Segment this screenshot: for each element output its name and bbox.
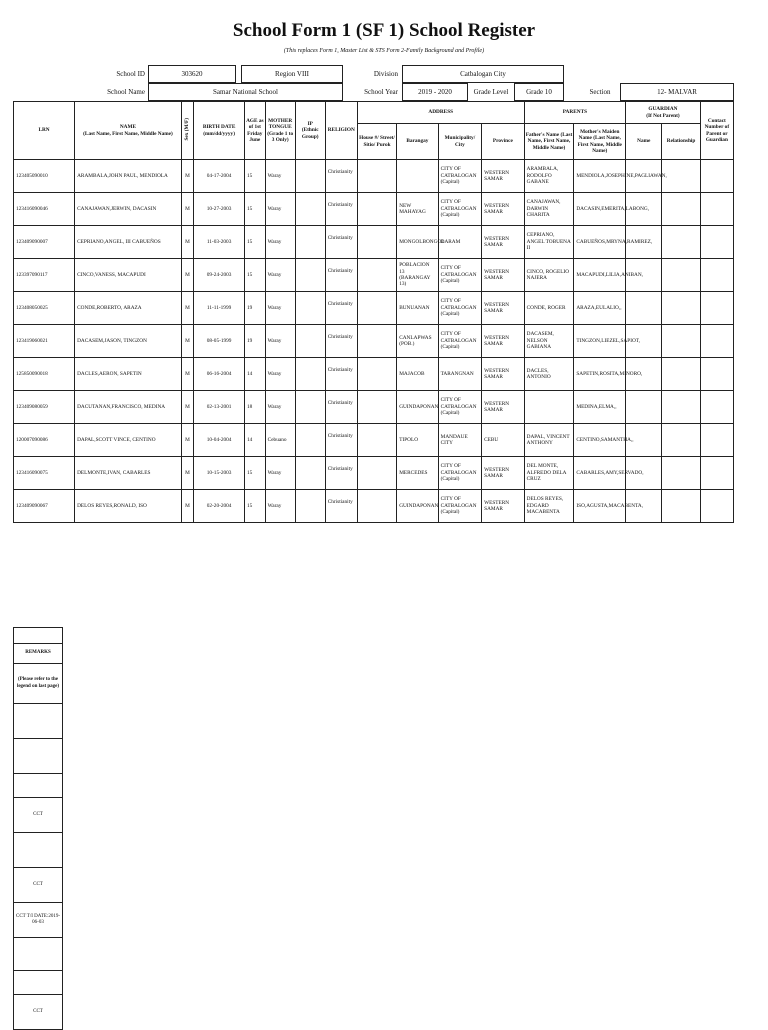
municipality-cell: CITY OF CATBALOGAN (Capital) bbox=[438, 292, 482, 325]
mother-cell: CENTINO,SAMANTHA,, bbox=[574, 424, 626, 457]
father-cell: CANAJAWAN, DARWIN CHARITA bbox=[524, 193, 574, 226]
father-cell: DELOS REYES, EDGARD MACABENTA bbox=[524, 490, 574, 523]
ip-cell bbox=[295, 391, 325, 424]
religion-cell bbox=[325, 490, 357, 523]
mother-tongue-cell: Waray bbox=[265, 160, 295, 193]
age-cell: 15 bbox=[244, 160, 265, 193]
table-row bbox=[14, 160, 734, 193]
religion-text: Christianity bbox=[327, 234, 353, 241]
religion-cell bbox=[325, 193, 357, 226]
lrn-cell: 123409080059 bbox=[14, 391, 75, 424]
municipality-cell: CITY OF CATBALOGAN (Capital) bbox=[438, 160, 482, 193]
age-cell: 15 bbox=[244, 193, 265, 226]
school-year-label: School Year bbox=[364, 87, 398, 96]
lrn-cell: 123409090067 bbox=[14, 490, 75, 523]
barangay-cell: GUINDAPONAN bbox=[397, 391, 438, 424]
municipality-cell: TARANGNAN bbox=[438, 358, 482, 391]
remarks-cell: CCT T/I DATE:2019-06-03 bbox=[14, 903, 63, 938]
remarks-cell bbox=[14, 739, 63, 774]
relationship-cell bbox=[662, 226, 700, 259]
relationship-cell bbox=[662, 259, 700, 292]
ip-cell bbox=[295, 358, 325, 391]
mother-tongue-cell: Waray bbox=[265, 193, 295, 226]
mother-tongue-cell: Waray bbox=[265, 292, 295, 325]
province-cell: WESTERN SAMAR bbox=[482, 193, 525, 226]
mother-cell: MENDIOLA,JOSEPHINE,PAGLIAWAN, bbox=[574, 160, 626, 193]
religion-text: Christianity bbox=[327, 168, 353, 175]
mother-cell: ARAZA,EULALIO,, bbox=[574, 292, 626, 325]
header-age: AGE as of 1st Friday June bbox=[244, 102, 265, 160]
ip-cell bbox=[295, 457, 325, 490]
sex-cell: M bbox=[181, 358, 193, 391]
section-label: Section bbox=[589, 87, 611, 96]
age-cell: 15 bbox=[244, 226, 265, 259]
house-cell bbox=[357, 457, 396, 490]
lrn-cell: 123405090010 bbox=[14, 160, 75, 193]
birth-date-cell: 10-04-2004 bbox=[194, 424, 245, 457]
contact-cell bbox=[700, 226, 733, 259]
ip-cell bbox=[295, 193, 325, 226]
religion-cell bbox=[325, 226, 357, 259]
remarks-cell: CCT bbox=[14, 868, 63, 903]
house-cell bbox=[357, 424, 396, 457]
school-year-value: 2019 - 2020 bbox=[402, 83, 468, 101]
province-cell: WESTERN SAMAR bbox=[482, 457, 525, 490]
religion-text: Christianity bbox=[327, 267, 353, 274]
header-name-title: NAME bbox=[119, 124, 137, 131]
header-province: Province bbox=[482, 124, 525, 160]
name-cell: ARAMBALA,JOHN PAUL, MENDIOLA bbox=[75, 160, 182, 193]
religion-text: Christianity bbox=[327, 366, 353, 373]
header-house: House #/ Street/ Sitio/ Purok bbox=[357, 124, 396, 160]
mother-tongue-cell: Waray bbox=[265, 259, 295, 292]
contact-cell bbox=[700, 490, 733, 523]
grade-level-label: Grade Level bbox=[473, 87, 509, 96]
barangay-cell: BUNUANAN bbox=[397, 292, 438, 325]
municipality-cell: CITY OF CATBALOGAN (Capital) bbox=[438, 259, 482, 292]
province-cell: CEBU bbox=[482, 424, 525, 457]
remarks-cell bbox=[14, 774, 63, 798]
contact-cell bbox=[700, 160, 733, 193]
house-cell bbox=[357, 226, 396, 259]
house-cell bbox=[357, 391, 396, 424]
birth-date-cell: 02-20-2004 bbox=[194, 490, 245, 523]
remarks-table bbox=[13, 627, 63, 1030]
remarks-cell: CCT bbox=[14, 995, 63, 1030]
religion-cell bbox=[325, 259, 357, 292]
header-relationship: Relationship bbox=[662, 124, 700, 160]
contact-cell bbox=[700, 457, 733, 490]
contact-cell bbox=[700, 391, 733, 424]
father-cell: CONDE, ROGER bbox=[524, 292, 574, 325]
table-row bbox=[14, 457, 734, 490]
religion-cell bbox=[325, 391, 357, 424]
religion-text: Christianity bbox=[327, 201, 353, 208]
guardian-name-cell bbox=[626, 292, 662, 325]
form-subtitle: (This replaces Form 1, Master List & STS Form 2-Family Background and Profile) bbox=[283, 48, 485, 54]
header-father: Father's Name (Last Name, First Name, Middle Name) bbox=[524, 124, 574, 160]
lrn-cell: 120007090086 bbox=[14, 424, 75, 457]
remarks-cell bbox=[14, 971, 63, 995]
father-cell: DEL MONTE, ALFREDO DELA CRUZ bbox=[524, 457, 574, 490]
religion-text: Christianity bbox=[327, 465, 353, 472]
header-barangay: Barangay bbox=[397, 124, 438, 160]
father-cell: ARAMBALA, RODOLFO GABANE bbox=[524, 160, 574, 193]
mother-cell: SAPETIN,ROSITA,MINORO, bbox=[574, 358, 626, 391]
school-id-label: School ID bbox=[116, 69, 145, 78]
lrn-cell: 123408050025 bbox=[14, 292, 75, 325]
ip-cell bbox=[295, 226, 325, 259]
relationship-cell bbox=[662, 457, 700, 490]
ip-cell bbox=[295, 259, 325, 292]
name-cell: DAPAL,SCOTT VINCE, CENTINO bbox=[75, 424, 182, 457]
header-sex bbox=[181, 102, 193, 160]
relationship-cell bbox=[662, 424, 700, 457]
header-guardian-title: GUARDIAN bbox=[648, 106, 678, 113]
header-birth-title: BIRTH DATE bbox=[202, 124, 236, 131]
age-cell: 19 bbox=[244, 325, 265, 358]
religion-cell bbox=[325, 358, 357, 391]
lrn-cell: 123409090007 bbox=[14, 226, 75, 259]
father-cell bbox=[524, 391, 574, 424]
form-title: School Form 1 (SF 1) School Register bbox=[232, 20, 536, 41]
table-row bbox=[14, 391, 734, 424]
religion-cell bbox=[325, 457, 357, 490]
birth-date-cell: 10-15-2003 bbox=[194, 457, 245, 490]
mother-tongue-cell: Waray bbox=[265, 490, 295, 523]
header-religion: RELIGION bbox=[325, 102, 357, 160]
mother-cell: MACAPUDI,LILIA,ANIBAN, bbox=[574, 259, 626, 292]
ip-cell bbox=[295, 325, 325, 358]
relationship-cell bbox=[662, 193, 700, 226]
barangay-cell: GUINDAPONAN bbox=[397, 490, 438, 523]
birth-date-cell: 11-03-2003 bbox=[194, 226, 245, 259]
table-row bbox=[14, 325, 734, 358]
header-guardian-name: Name bbox=[626, 124, 662, 160]
school-register-table bbox=[13, 101, 734, 523]
barangay-cell: TIPOLO bbox=[397, 424, 438, 457]
relationship-cell bbox=[662, 391, 700, 424]
sex-cell: M bbox=[181, 391, 193, 424]
municipality-cell: DARAM bbox=[438, 226, 482, 259]
header-mother-tongue bbox=[265, 102, 295, 160]
school-id-value: 303620 bbox=[148, 65, 236, 83]
birth-date-cell: 09-24-2003 bbox=[194, 259, 245, 292]
religion-cell bbox=[325, 424, 357, 457]
age-cell: 14 bbox=[244, 358, 265, 391]
division-label: Division bbox=[373, 69, 398, 78]
table-row bbox=[14, 193, 734, 226]
sex-cell: M bbox=[181, 490, 193, 523]
contact-cell bbox=[700, 292, 733, 325]
remarks-cell bbox=[14, 938, 63, 971]
relationship-cell bbox=[662, 325, 700, 358]
sex-cell: M bbox=[181, 424, 193, 457]
relationship-cell bbox=[662, 292, 700, 325]
lrn-cell: 123416090075 bbox=[14, 457, 75, 490]
school-name-label: School Name bbox=[107, 87, 145, 96]
header-birth-date bbox=[194, 102, 245, 160]
province-cell: WESTERN SAMAR bbox=[482, 391, 525, 424]
religion-cell bbox=[325, 325, 357, 358]
mother-cell: DACASIN,EMERITA,LABONG, bbox=[574, 193, 626, 226]
birth-date-cell: 06-16-2004 bbox=[194, 358, 245, 391]
religion-cell bbox=[325, 160, 357, 193]
municipality-cell: CITY OF CATBALOGAN (Capital) bbox=[438, 490, 482, 523]
house-cell bbox=[357, 292, 396, 325]
house-cell bbox=[357, 358, 396, 391]
father-cell: DACLES, ANTONIO bbox=[524, 358, 574, 391]
mother-tongue-cell: Waray bbox=[265, 457, 295, 490]
remarks-note: (Please refer to the legend on last page) bbox=[14, 664, 63, 704]
guardian-name-cell bbox=[626, 391, 662, 424]
remarks-header: REMARKS bbox=[14, 644, 63, 664]
house-cell bbox=[357, 193, 396, 226]
lrn-cell: 123419060021 bbox=[14, 325, 75, 358]
header-lrn: LRN bbox=[14, 102, 75, 160]
name-cell: DACUTANAN,FRANCISCO, MEDINA bbox=[75, 391, 182, 424]
barangay-cell: MAJACOB bbox=[397, 358, 438, 391]
sex-cell: M bbox=[181, 226, 193, 259]
mother-cell: CABARLES,AMY,SERVADO, bbox=[574, 457, 626, 490]
header-address: ADDRESS bbox=[357, 102, 524, 124]
register-rows bbox=[14, 160, 734, 523]
barangay-cell: NEW MAHAYAG bbox=[397, 193, 438, 226]
mother-tongue-cell: Waray bbox=[265, 358, 295, 391]
header-name-sub: (Last Name, First Name, Middle Name) bbox=[83, 130, 173, 137]
header-sex-text: Sex (M/F) bbox=[184, 118, 191, 141]
house-cell bbox=[357, 160, 396, 193]
province-cell: WESTERN SAMAR bbox=[482, 325, 525, 358]
ip-cell bbox=[295, 424, 325, 457]
remarks-rows bbox=[14, 628, 63, 1030]
municipality-cell: CITY OF CATBALOGAN (Capital) bbox=[438, 391, 482, 424]
father-cell: CEPRIANO, ANGEL TOBUENA II bbox=[524, 226, 574, 259]
mother-tongue-cell: Waray bbox=[265, 325, 295, 358]
section-value: 12- MALVAR bbox=[620, 83, 734, 101]
header-birth-sub: (mm/dd/yyyy) bbox=[203, 130, 235, 137]
remarks-cell bbox=[14, 704, 63, 739]
header-guardian bbox=[626, 102, 701, 124]
ip-cell bbox=[295, 160, 325, 193]
age-cell: 15 bbox=[244, 259, 265, 292]
lrn-cell: 125850090018 bbox=[14, 358, 75, 391]
table-row bbox=[14, 259, 734, 292]
father-cell: DAPAL, VINCENT ANTHONY bbox=[524, 424, 574, 457]
barangay-cell bbox=[397, 160, 438, 193]
house-cell bbox=[357, 325, 396, 358]
age-cell: 15 bbox=[244, 457, 265, 490]
header-ip bbox=[295, 102, 325, 160]
contact-cell bbox=[700, 325, 733, 358]
name-cell: DACLES,AERON, SAPETIN bbox=[75, 358, 182, 391]
table-row bbox=[14, 490, 734, 523]
ip-cell bbox=[295, 292, 325, 325]
mother-cell: CABUEÑOS,MRYNA,RAMIREZ, bbox=[574, 226, 626, 259]
contact-cell bbox=[700, 259, 733, 292]
birth-date-cell: 04-17-2004 bbox=[194, 160, 245, 193]
relationship-cell bbox=[662, 490, 700, 523]
province-cell: WESTERN SAMAR bbox=[482, 292, 525, 325]
mother-tongue-cell: Waray bbox=[265, 226, 295, 259]
birth-date-cell: 11-11-1999 bbox=[194, 292, 245, 325]
name-cell: CANAJAWAN,JERWIN, DACASIN bbox=[75, 193, 182, 226]
age-cell: 14 bbox=[244, 424, 265, 457]
name-cell: CINCO,VANESS, MACAPUDI bbox=[75, 259, 182, 292]
relationship-cell bbox=[662, 160, 700, 193]
sex-cell: M bbox=[181, 259, 193, 292]
table-row bbox=[14, 358, 734, 391]
contact-cell bbox=[700, 424, 733, 457]
grade-level-value: Grade 10 bbox=[514, 83, 564, 101]
municipality-cell: CITY OF CATBALOGAN (Capital) bbox=[438, 325, 482, 358]
religion-text: Christianity bbox=[327, 300, 353, 307]
sex-cell: M bbox=[181, 325, 193, 358]
contact-cell bbox=[700, 358, 733, 391]
remarks-top-cell bbox=[14, 628, 63, 644]
religion-cell bbox=[325, 292, 357, 325]
header-contact: Contact Number of Parent or Guardian bbox=[700, 102, 733, 160]
religion-text: Christianity bbox=[327, 498, 353, 505]
name-cell: DELMONTE,IVAN, CABARLES bbox=[75, 457, 182, 490]
age-cell: 15 bbox=[244, 490, 265, 523]
barangay-cell: MERCEDES bbox=[397, 457, 438, 490]
contact-cell bbox=[700, 193, 733, 226]
province-cell: WESTERN SAMAR bbox=[482, 358, 525, 391]
religion-text: Christianity bbox=[327, 333, 353, 340]
remarks-cell bbox=[14, 833, 63, 868]
name-cell: CEPRIANO,ANGEL, III CABUEÑOS bbox=[75, 226, 182, 259]
province-cell: WESTERN SAMAR bbox=[482, 160, 525, 193]
province-cell: WESTERN SAMAR bbox=[482, 490, 525, 523]
header-tongue-title: MOTHER TONGUE bbox=[268, 118, 293, 131]
age-cell: 19 bbox=[244, 292, 265, 325]
province-cell: WESTERN SAMAR bbox=[482, 259, 525, 292]
barangay-cell: CANLAPWAS (POB.) bbox=[397, 325, 438, 358]
region-value: Region VIII bbox=[241, 65, 343, 83]
remarks-cell: CCT bbox=[14, 798, 63, 833]
sex-cell: M bbox=[181, 292, 193, 325]
father-cell: DACASEM, NELSON GABIANA bbox=[524, 325, 574, 358]
division-value: Catbalogan City bbox=[402, 65, 564, 83]
religion-text: Christianity bbox=[327, 432, 353, 439]
table-row bbox=[14, 424, 734, 457]
mother-tongue-cell: Cebuano bbox=[265, 424, 295, 457]
mother-cell: TINGZON,LIEZEL,SAPIOT, bbox=[574, 325, 626, 358]
header-name bbox=[75, 102, 182, 160]
ip-cell bbox=[295, 490, 325, 523]
religion-text: Christianity bbox=[327, 399, 353, 406]
barangay-cell: MONGOLBONGOL bbox=[397, 226, 438, 259]
age-cell: 18 bbox=[244, 391, 265, 424]
birth-date-cell: 02-13-2001 bbox=[194, 391, 245, 424]
relationship-cell bbox=[662, 358, 700, 391]
house-cell bbox=[357, 259, 396, 292]
header-municipality: Municipality/ City bbox=[438, 124, 482, 160]
header-mother: Mother's Maiden Name (Last Name, First Name, Middle Name) bbox=[574, 124, 626, 160]
header-ip-title: IP bbox=[307, 121, 313, 128]
school-info-block bbox=[72, 65, 734, 101]
municipality-cell: CITY OF CATBALOGAN (Capital) bbox=[438, 457, 482, 490]
school-name-value: Samar National School bbox=[148, 83, 343, 101]
lrn-cell: 123416090046 bbox=[14, 193, 75, 226]
header-guardian-sub: (If Not Parent) bbox=[646, 112, 680, 119]
table-row bbox=[14, 292, 734, 325]
municipality-cell: MANDAUE CITY bbox=[438, 424, 482, 457]
header-ip-sub: (Ethnic Group) bbox=[301, 127, 319, 140]
sex-cell: M bbox=[181, 193, 193, 226]
table-row bbox=[14, 226, 734, 259]
barangay-cell: POBLACION 13 (BARANGAY 13) bbox=[397, 259, 438, 292]
father-cell: CINCO, ROGELIO NAJERA bbox=[524, 259, 574, 292]
name-cell: DELOS REYES,RONALD, ISO bbox=[75, 490, 182, 523]
province-cell: WESTERN SAMAR bbox=[482, 226, 525, 259]
header-tongue-sub: (Grade 1 to 3 Only) bbox=[267, 130, 294, 143]
sex-cell: M bbox=[181, 160, 193, 193]
house-cell bbox=[357, 490, 396, 523]
mother-cell: MEDINA,ELMA,, bbox=[574, 391, 626, 424]
birth-date-cell: 10-27-2003 bbox=[194, 193, 245, 226]
header-parents: PARENTS bbox=[524, 102, 626, 124]
birth-date-cell: 08-05-1999 bbox=[194, 325, 245, 358]
name-cell: CONDE,ROBERTO, ARAZA bbox=[75, 292, 182, 325]
municipality-cell: CITY OF CATBALOGAN (Capital) bbox=[438, 193, 482, 226]
lrn-cell: 123397090117 bbox=[14, 259, 75, 292]
sex-cell: M bbox=[181, 457, 193, 490]
name-cell: DACASEM,JASON, TINGZON bbox=[75, 325, 182, 358]
mother-cell: ISO,AGUSTA,MACABENTA, bbox=[574, 490, 626, 523]
mother-tongue-cell: Waray bbox=[265, 391, 295, 424]
